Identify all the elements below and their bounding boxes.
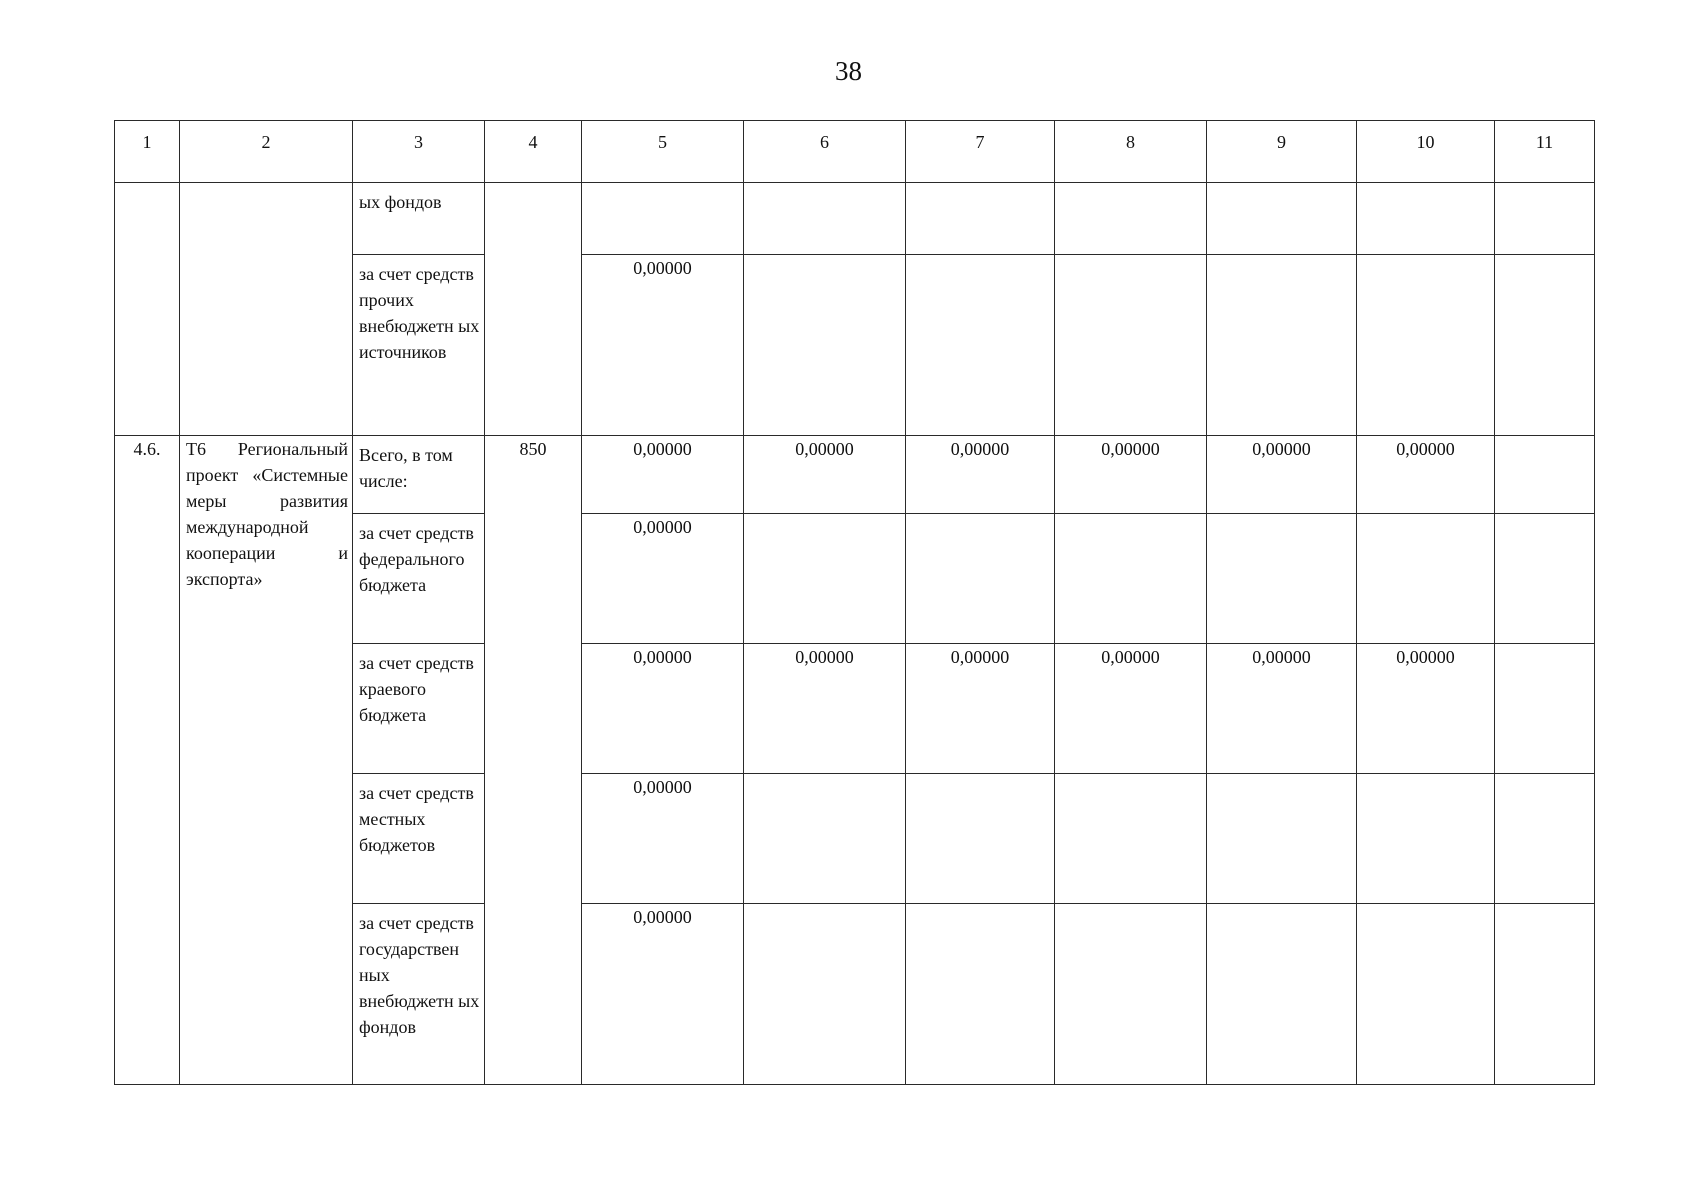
value-cell: [1495, 644, 1595, 774]
empty-cell: [744, 183, 906, 255]
empty-cell: [1495, 255, 1595, 436]
value-cell: [1357, 514, 1495, 644]
value-cell: [1055, 514, 1207, 644]
empty-cell: [744, 255, 906, 436]
header-cell: 9: [1207, 121, 1357, 183]
value-cell: [1207, 904, 1357, 1085]
value-cell: 0,00000: [582, 436, 744, 514]
empty-cell: [1207, 183, 1357, 255]
table-row: [115, 183, 1595, 255]
page-number: 38: [835, 56, 862, 86]
value-cell: [1357, 774, 1495, 904]
value-cell: 0,00000: [582, 255, 744, 436]
header-cell: 6: [744, 121, 906, 183]
table-row: [115, 436, 1595, 514]
value-cell: [1207, 774, 1357, 904]
header-cell: 2: [180, 121, 353, 183]
empty-cell: [1207, 255, 1357, 436]
header-cell: 1: [115, 121, 180, 183]
header-cell: 3: [353, 121, 485, 183]
empty-cell: [180, 183, 353, 436]
value-cell: [582, 183, 744, 255]
value-cell: 0,00000: [582, 514, 744, 644]
empty-cell: [115, 183, 180, 436]
empty-cell: [1357, 255, 1495, 436]
header-cell: 4: [485, 121, 582, 183]
budget-table: [114, 120, 1595, 1085]
value-cell: 0,00000: [744, 644, 906, 774]
value-cell: [1055, 774, 1207, 904]
value-cell: 0,00000: [906, 436, 1055, 514]
value-cell: [1357, 904, 1495, 1085]
value-cell: 0,00000: [1055, 644, 1207, 774]
funding-source-label: за счет средств государствен ных внебюджетн ых фондов: [353, 904, 485, 1085]
value-cell: 0,00000: [744, 436, 906, 514]
value-cell: [744, 904, 906, 1085]
header-cell: 7: [906, 121, 1055, 183]
value-cell: [1495, 774, 1595, 904]
funding-source-label: за счет средств федерального бюджета: [353, 514, 485, 644]
empty-cell: [906, 255, 1055, 436]
value-cell: [906, 774, 1055, 904]
value-cell: 0,00000: [1357, 436, 1495, 514]
value-cell: [744, 514, 906, 644]
header-cell: 10: [1357, 121, 1495, 183]
empty-cell: [485, 183, 582, 436]
empty-cell: [1055, 183, 1207, 255]
value-cell: 0,00000: [582, 774, 744, 904]
value-cell: 0,00000: [906, 644, 1055, 774]
item-name: Т6 Региональный проект «Системные меры развития международной кооперации и экспорта»: [180, 436, 353, 1085]
item-code: 850: [485, 436, 582, 1085]
header-cell: 5: [582, 121, 744, 183]
value-cell: 0,00000: [1207, 644, 1357, 774]
header-cell: 11: [1495, 121, 1595, 183]
funding-source-label: ых фондов: [353, 183, 485, 255]
value-cell: 0,00000: [582, 644, 744, 774]
value-cell: [1495, 514, 1595, 644]
funding-source-label: Всего, в том числе:: [353, 436, 485, 514]
value-cell: [1495, 436, 1595, 514]
empty-cell: [1055, 255, 1207, 436]
value-cell: 0,00000: [1055, 436, 1207, 514]
value-cell: [1207, 514, 1357, 644]
value-cell: 0,00000: [1357, 644, 1495, 774]
value-cell: [906, 514, 1055, 644]
value-cell: [1055, 904, 1207, 1085]
value-cell: [1495, 904, 1595, 1085]
funding-source-label: за счет средств краевого бюджета: [353, 644, 485, 774]
empty-cell: [1357, 183, 1495, 255]
header-cell: 8: [1055, 121, 1207, 183]
empty-cell: [1495, 183, 1595, 255]
funding-source-label: за счет средств местных бюджетов: [353, 774, 485, 904]
value-cell: [744, 774, 906, 904]
item-index: 4.6.: [115, 436, 180, 1085]
funding-source-label: за счет средств прочих внебюджетн ых источников: [353, 255, 485, 436]
empty-cell: [906, 183, 1055, 255]
value-cell: [906, 904, 1055, 1085]
value-cell: 0,00000: [582, 904, 744, 1085]
header-row: [115, 121, 1595, 183]
value-cell: 0,00000: [1207, 436, 1357, 514]
